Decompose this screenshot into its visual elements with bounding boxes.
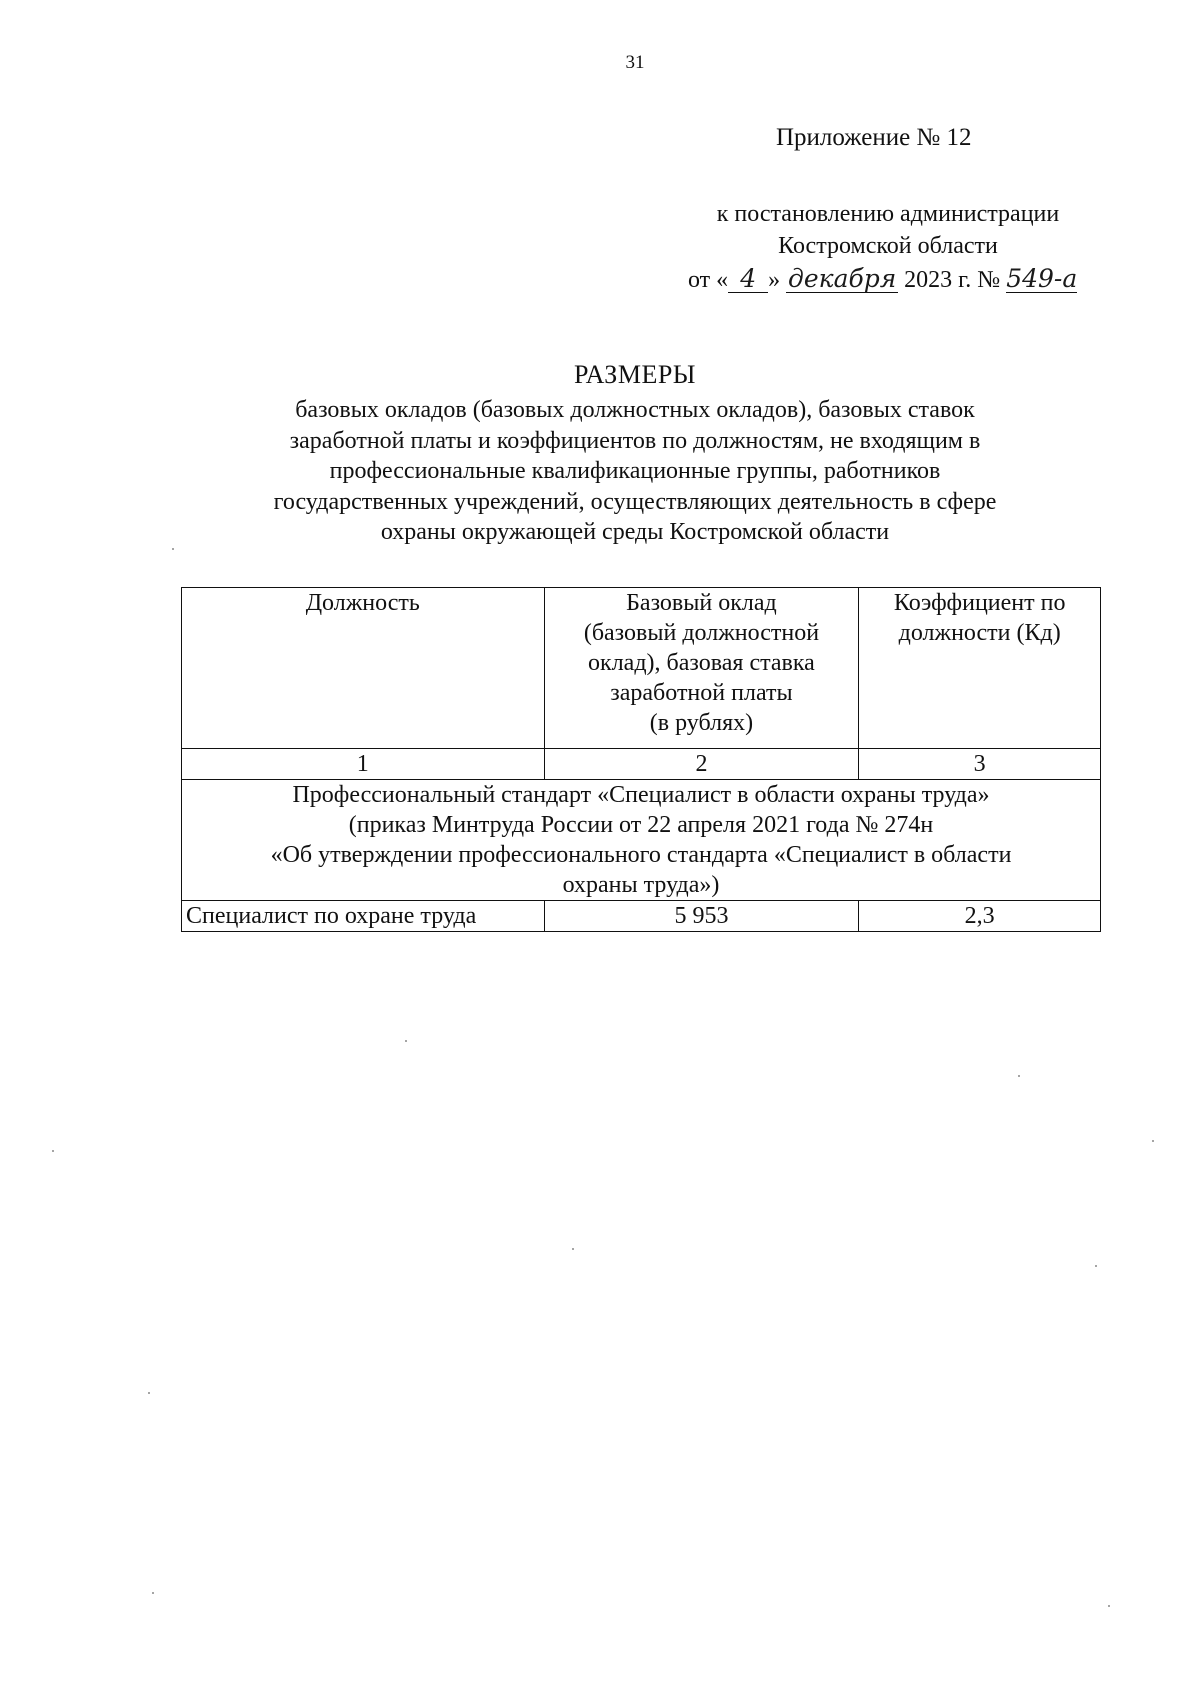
document-title: РАЗМЕРЫ bbox=[574, 360, 696, 389]
header-salary bbox=[544, 588, 859, 749]
row-position: Специалист по охране труда bbox=[182, 901, 545, 932]
subtitle-line: государственных учреждений, осуществляющих деятельность в сфере bbox=[273, 488, 997, 515]
header-position bbox=[182, 588, 545, 749]
header-salary-line: (базовый должностной bbox=[583, 620, 820, 646]
scan-speck bbox=[152, 1592, 154, 1594]
section-line: «Об утверждении профессионального стандарта «Специалист в области bbox=[270, 842, 1012, 868]
appendix-title: Приложение № 12 bbox=[776, 124, 972, 151]
decree-line-2: Костромской области bbox=[778, 233, 998, 259]
header-coefficient-line: Коэффициент по bbox=[893, 590, 1066, 616]
section-line: охраны труда») bbox=[562, 872, 720, 898]
decree-line-1: к постановлению администрации bbox=[716, 201, 1060, 227]
column-number-2: 2 bbox=[544, 749, 859, 780]
handwritten-day: 4 bbox=[728, 266, 768, 293]
header-salary-line: заработной платы bbox=[610, 680, 793, 706]
header-salary-line: (в рублях) bbox=[649, 710, 754, 736]
scan-speck bbox=[572, 1248, 574, 1250]
scan-speck bbox=[1018, 1075, 1020, 1077]
header-position-text: Должность bbox=[305, 590, 420, 616]
column-number-3: 3 bbox=[859, 749, 1101, 780]
document-subtitle bbox=[200, 395, 1070, 548]
scan-speck bbox=[405, 1040, 407, 1042]
scan-speck bbox=[172, 548, 174, 550]
section-header-row bbox=[182, 780, 1101, 901]
rates-table bbox=[181, 587, 1101, 932]
date-prefix: от « bbox=[688, 267, 729, 293]
row-salary: 5 953 bbox=[544, 901, 859, 932]
scan-speck bbox=[148, 1392, 150, 1394]
scan-speck bbox=[1108, 1605, 1110, 1607]
year-text: 2023 г. № bbox=[904, 267, 1001, 293]
decree-reference bbox=[684, 198, 1092, 262]
subtitle-line: охраны окружающей среды Костромской области bbox=[380, 519, 890, 545]
subtitle-line: заработной платы и коэффициентов по должностям, не входящим в bbox=[289, 427, 981, 454]
column-number-1: 1 bbox=[182, 749, 545, 780]
handwritten-number bbox=[1006, 266, 1110, 293]
header-coefficient-line: должности (Кд) bbox=[898, 620, 1061, 646]
header-salary-line: Базовый оклад bbox=[626, 590, 777, 616]
subtitle-line: профессиональные квалификационные группы, работников bbox=[329, 458, 941, 484]
page-number: 31 bbox=[625, 52, 645, 73]
row-coefficient: 2,3 bbox=[859, 901, 1101, 932]
table-row bbox=[182, 901, 1101, 932]
handwritten-month: декабря bbox=[788, 264, 897, 293]
table-header-row bbox=[182, 588, 1101, 749]
decree-date bbox=[688, 266, 1110, 294]
date-mid: » bbox=[768, 267, 781, 293]
scan-speck bbox=[1152, 1140, 1154, 1142]
header-salary-line: оклад), базовая ставка bbox=[588, 650, 815, 676]
header-coefficient bbox=[859, 588, 1101, 749]
subtitle-line: базовых окладов (базовых должностных окладов), базовых ставок bbox=[295, 397, 975, 423]
section-header bbox=[182, 780, 1101, 901]
column-number-row bbox=[182, 749, 1101, 780]
scan-speck bbox=[52, 1150, 54, 1152]
section-line: Профессиональный стандарт «Специалист в области охраны труда» bbox=[292, 782, 990, 808]
scan-speck bbox=[1095, 1265, 1097, 1267]
handwritten-number-value: 549-а bbox=[1006, 264, 1078, 293]
section-line: (приказ Минтруда России от 22 апреля 2021 года № 274н bbox=[348, 812, 934, 838]
